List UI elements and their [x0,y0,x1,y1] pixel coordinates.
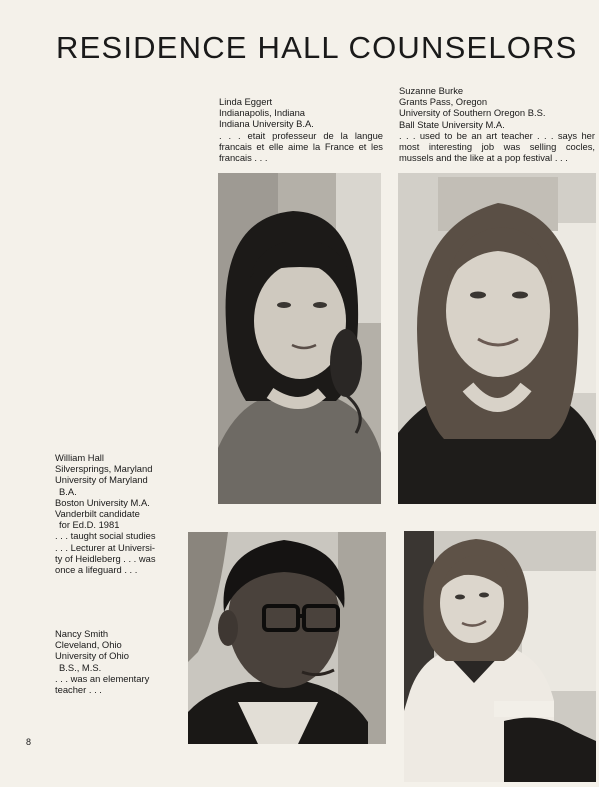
person-note: . . . etait professeur de la langue francais et elle aime la France et les francais . . . [219,129,386,164]
bio-suzanne-burke [399,85,598,164]
person-degree: Boston University M.A. [55,496,150,508]
person-name: Suzanne Burke [399,85,464,96]
person-name: Nancy Smith [55,628,109,639]
person-hometown: Grants Pass, Oregon [399,96,488,108]
person-name: William Hall [55,452,104,463]
person-degree: Vanderbilt candidate [55,508,140,520]
photo-suzanne-burke [398,173,596,504]
person-degree: B.A. [59,485,77,497]
person-note: . . . used to be an art teacher . . . says her most interesting job was selling cocles, mussels and the like at a pop festival . . . [399,129,598,164]
person-degree: University of Maryland [55,474,148,486]
bio-linda-eggert [219,96,386,164]
person-name: Linda Eggert [219,96,273,107]
person-degree: Indiana University B.A. [219,118,314,130]
page-title: RESIDENCE HALL COUNSELORS [56,30,578,65]
person-note: . . . taught social studies [55,530,156,542]
person-note: . . . Lecturer at Universi- [55,541,156,553]
person-hometown: Silversprings, Maryland [55,463,153,475]
person-hometown: Cleveland, Ohio [55,639,122,651]
person-hometown: Indianapolis, Indiana [219,107,306,119]
person-note: teacher . . . [55,684,102,696]
person-note: . . . was an elementary [55,672,150,684]
photo-william-hall [188,532,386,744]
person-degree: University of Southern Oregon B.S. [399,107,546,119]
person-degree: Ball State University M.A. [399,118,505,130]
bio-william-hall [55,452,173,575]
person-note: once a lifeguard . . . [55,564,138,576]
person-degree: B.S., M.S. [59,661,102,673]
person-note: ty of Heidleberg . . . was [55,552,156,564]
person-degree: University of Ohio [55,650,129,662]
photo-nancy-smith [404,531,596,782]
page-number: 8 [26,737,32,747]
bio-nancy-smith [55,628,173,695]
photo-linda-eggert [218,173,381,504]
person-degree: for Ed.D. 1981 [59,519,120,531]
